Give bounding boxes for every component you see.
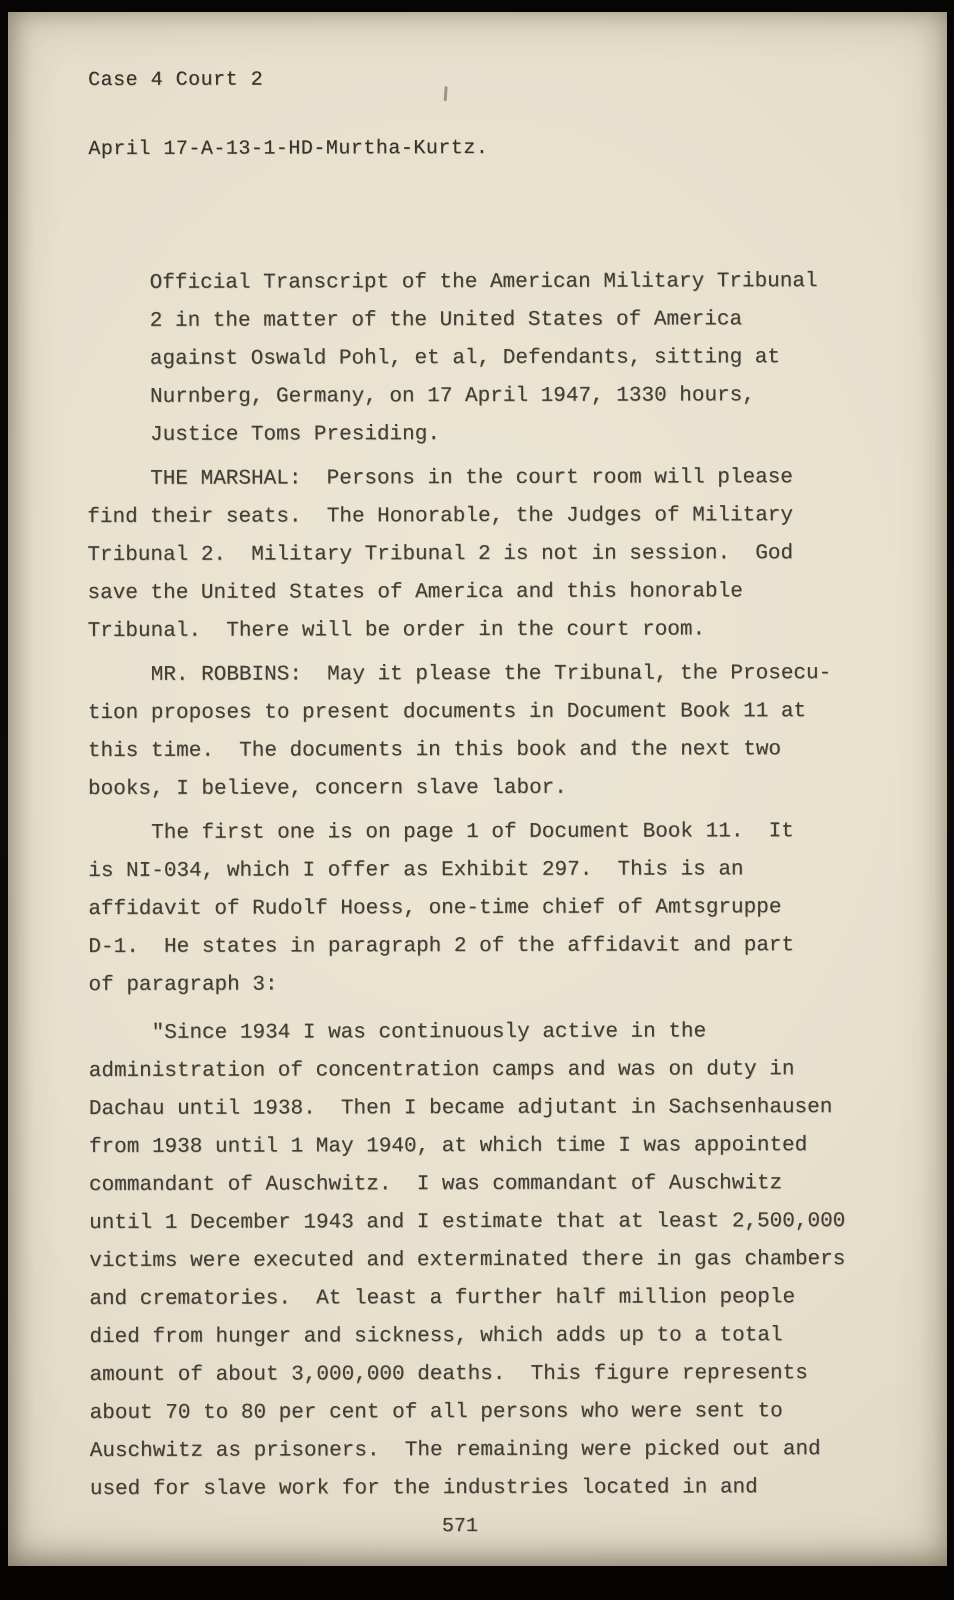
paragraph-marshal: THE MARSHAL: Persons in the court room will please find their seats. The Honorable, the Judges of Military Tribunal 2. Military Tribunal 2 is not in session. God save the United States of America and this honorable Tribunal. There will be order in the court room. xyxy=(87,466,794,644)
document-header xyxy=(8,12,945,207)
transcript-body xyxy=(87,263,890,1509)
page-content xyxy=(8,12,947,1566)
paragraph-hoess-quote: "Since 1934 I was continuously active in the administration of concentration camps and was on duty in Dachau until 1938. Then I became adjutant in Sachsenhausen from 1938 until 1 May 1940, at which time I was appointed commandant of Auschwitz. I was commandant of Auschwitz until 1 December 1943 and I estimate that at least 2,500,000 victims were executed and exterminated there in gas chambers and crematories. At least a further half million people died from hunger and sickness, which adds up to a total amount of about 3,000,000 deaths. This figure represents about 70 to 80 per cent of all persons who were sent to Auschwitz as prisoners. The remaining were picked out and used for slave work for the industries located in and xyxy=(88,1020,846,1502)
paragraph-robbins: MR. ROBBINS: May it please the Tribunal, the Prosecu- tion proposes to present documents in Document Book 11 at this time. The documents in this book and the next two books, I believe, concern slave labor. xyxy=(87,662,832,802)
paragraph-exhibit-intro: The first one is on page 1 of Document Book 11. It is NI-034, which I offer as Exhibit 297. This is an affidavit of Rudolf Hoess, one-time chief of Amtsgruppe D-1. He states in paragraph 2 of the affidavit and part of paragraph 3: xyxy=(88,820,795,998)
reference-line: April 17-A-13-1-HD-Murtha-Kurtz. xyxy=(88,136,489,162)
paper-sheet xyxy=(8,12,947,1566)
paragraph-title-block: Official Transcript of the American Military Tribunal 2 in the matter of the United States of America against Oswald Pohl, et al, Defendants, sitting at Nurnberg, Germany, on 17 April 1947, 1330 hours, Justice Toms Presiding. xyxy=(149,270,818,447)
case-line: Case 4 Court 2 xyxy=(88,68,264,93)
page-number: 571 xyxy=(441,1515,478,1539)
